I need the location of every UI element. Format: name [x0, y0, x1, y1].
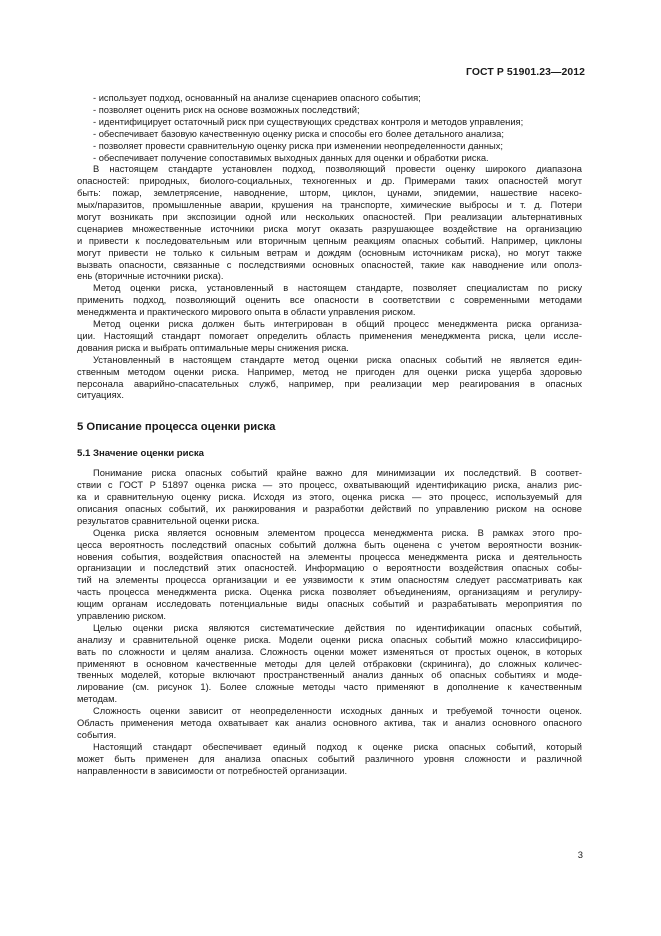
bullet-item: - обеспечивает получение сопоставимых выходных данных для оценки и обработки риска. — [93, 152, 489, 163]
intro-paragraphs — [77, 164, 582, 402]
text-line: могут возникать при экспозиции одной или нескольких опасностей. При реализации альтернативных — [77, 212, 582, 222]
section-paragraphs — [77, 468, 582, 777]
text-line: менеджмента и практического мирового опыта в области управления риском. — [77, 307, 416, 318]
paragraph — [77, 355, 582, 403]
text-line: описания опасных событий, их ранжирования и разработки действий по управлению риском на основе — [77, 503, 582, 514]
text-line: ка и сравнительную оценку риска. Исходя из этого, оценка риска — это процесс, используемый для — [77, 492, 582, 503]
text-line: дования риска и выбрать оптимальные меры снижения риска. — [77, 342, 349, 353]
subsection-title: 5.1 Значение оценки риска — [77, 448, 204, 460]
paragraph — [77, 528, 582, 623]
bullet-item: - обеспечивает базовую качественную оценку риска и способы его более детального анализа; — [93, 128, 504, 139]
text-line: лирование (см. рисунок 1). Более сложные методы часто применяют в дополнение к качественным — [77, 682, 582, 693]
paragraph — [77, 742, 582, 778]
text-line: вать по сложности и целям анализа. Сложность оценки может изменяться от простых оценок, в которых — [77, 646, 582, 657]
text-line: быть: пожар, землетрясение, наводнение, шторм, циклон, цунами, эпидемии, нашествие насеко- — [77, 188, 582, 199]
text-line: часть процесса менеджмента риска. Оценка риска позволяет объединениям, организациям и регулиру- — [77, 587, 582, 598]
bullet-item: - идентифицирует остаточный риск при существующих средствах контроля и методов управления; — [93, 116, 524, 127]
text-line: Метод оценки риска, установленный в настоящем стандарте, позволяет специалистам по риску — [93, 283, 582, 294]
text-line: анализу и сравнительной оценке риска. Модели оценки риска опасных событий можно классифициро- — [77, 634, 582, 645]
text-line: результатов сравнительной оценки риска. — [77, 515, 260, 526]
paragraph — [77, 623, 582, 706]
text-line: сценариев множественные источники риска могут оказать разрушающее воздействие на организацию — [77, 223, 582, 234]
paragraph — [77, 164, 582, 283]
text-line: Область применения метода охватывает как анализ основного актива, так и анализ основного опасного — [77, 718, 582, 729]
text-line: ственным методом оценки риска. Например, метод не пригоден для оценки риска ущерба здоровью — [77, 366, 582, 377]
text-line: мых/паразитов, промышленные аварии, крушения на транспорте, химические выбросы и т. д. Потери — [77, 200, 582, 211]
text-line: ющим органам исследовать потенциальные виды опасных событий и разрабатывать мероприятия по — [77, 599, 582, 610]
document-header: ГОСТ Р 51901.23—2012 — [466, 67, 585, 78]
page-number: 3 — [577, 849, 583, 860]
bullet-item: - позволяет провести сравнительную оценку риска при изменении неопределенности данных; — [93, 140, 503, 151]
paragraph — [77, 283, 582, 319]
text-line: могут привести не только к сильным ветрам и дождям (основным источникам риска), но могут также — [77, 247, 582, 258]
text-line: твенных моделей, которые включают пространственный анализ данных об опасных событиях и моде- — [77, 670, 582, 681]
text-line: Оценка риска является основным элементом процесса менеджмента риска. В рамках этого про- — [93, 527, 582, 538]
document-body — [77, 93, 582, 778]
text-line: цесса вероятность последствий опасных событий должна быть оценена с учетом вероятности возник- — [77, 539, 582, 550]
bullet-list — [77, 93, 582, 164]
text-line: может быть применен для анализа опасных событий различного уровня сложности и различной — [77, 753, 582, 764]
text-line: Установленный в настоящем стандарте метод оценки риска опасных событий не является един- — [93, 354, 582, 365]
text-line: управлению риском. — [77, 611, 167, 622]
text-line: новения события, воздействия опасностей на элементы процесса менеджмента риска и деятельность — [77, 551, 582, 562]
text-line: методам. — [77, 694, 118, 705]
text-line: организации и последствий этих опасностей. Информацию о вероятности воздействия опасных собы- — [77, 563, 582, 574]
section-title: 5 Описание процесса оценки риска — [77, 421, 276, 434]
paragraph — [77, 468, 582, 527]
text-line: персонала аварийно-спасательных служб, например, при реализации мер реагирования в опасных — [77, 378, 582, 389]
text-line: ции. Настоящий стандарт помогает определить область применения менеджмента риска, цели иссле- — [77, 330, 582, 341]
text-line: ситуациях. — [77, 390, 124, 401]
text-line: В настоящем стандарте установлен подход, позволяющий провести оценку широкого диапазона — [93, 164, 582, 175]
bullet-item: - позволяет оценить риск на основе возможных последствий; — [93, 104, 360, 115]
text-line: события. — [77, 729, 117, 740]
text-line: опасностей: природных, биолого-социальных, техногенных и др. Примерами таких опасностей могут — [77, 176, 582, 187]
text-line: Сложность оценки зависит от неопределенности исходных данных и требуемой точности оценок. — [93, 706, 582, 717]
text-line: применить подход, позволяющий оценить все опасности в соответствии с современными методами — [77, 295, 582, 306]
text-line: Целью оценки риска являются систематические действия по идентификации опасных событий, — [93, 622, 582, 633]
text-line: ствии с ГОСТ Р 51897 оценка риска — это процесс, охватывающий идентификацию риска, анализ рис- — [77, 480, 582, 491]
text-line: Метод оценки риска должен быть интегрирован в общий процесс менеджмента риска организа- — [93, 319, 582, 330]
text-line: Настоящий стандарт обеспечивает единый подход к оценке риска опасных событий, который — [93, 741, 582, 752]
text-line: направленности в зависимости от потребностей организации. — [77, 765, 348, 776]
text-line: тий на элементы процесса организации и ее уязвимости к этим опасностям следует рассматривать как — [77, 575, 582, 586]
text-line: и привести к последовательным или вторичным цепным реакциям опасных событий. Например, циклоны — [77, 235, 582, 246]
text-line: вызвать опасности, связанные с последствиями основных опасностей, такие как наводнение или ополз- — [77, 259, 582, 270]
bullet-item: - использует подход, основанный на анализе сценариев опасного события; — [93, 93, 421, 103]
text-line: ень (вторичные источники риска). — [77, 271, 224, 282]
text-line: Понимание риска опасных событий крайне важно для минимизации их последствий. В соответ- — [93, 468, 582, 479]
paragraph — [77, 706, 582, 742]
paragraph — [77, 319, 582, 355]
text-line: применяют в основном качественные методы для целей отбраковки (скрининга), до сложных количес- — [77, 658, 582, 669]
